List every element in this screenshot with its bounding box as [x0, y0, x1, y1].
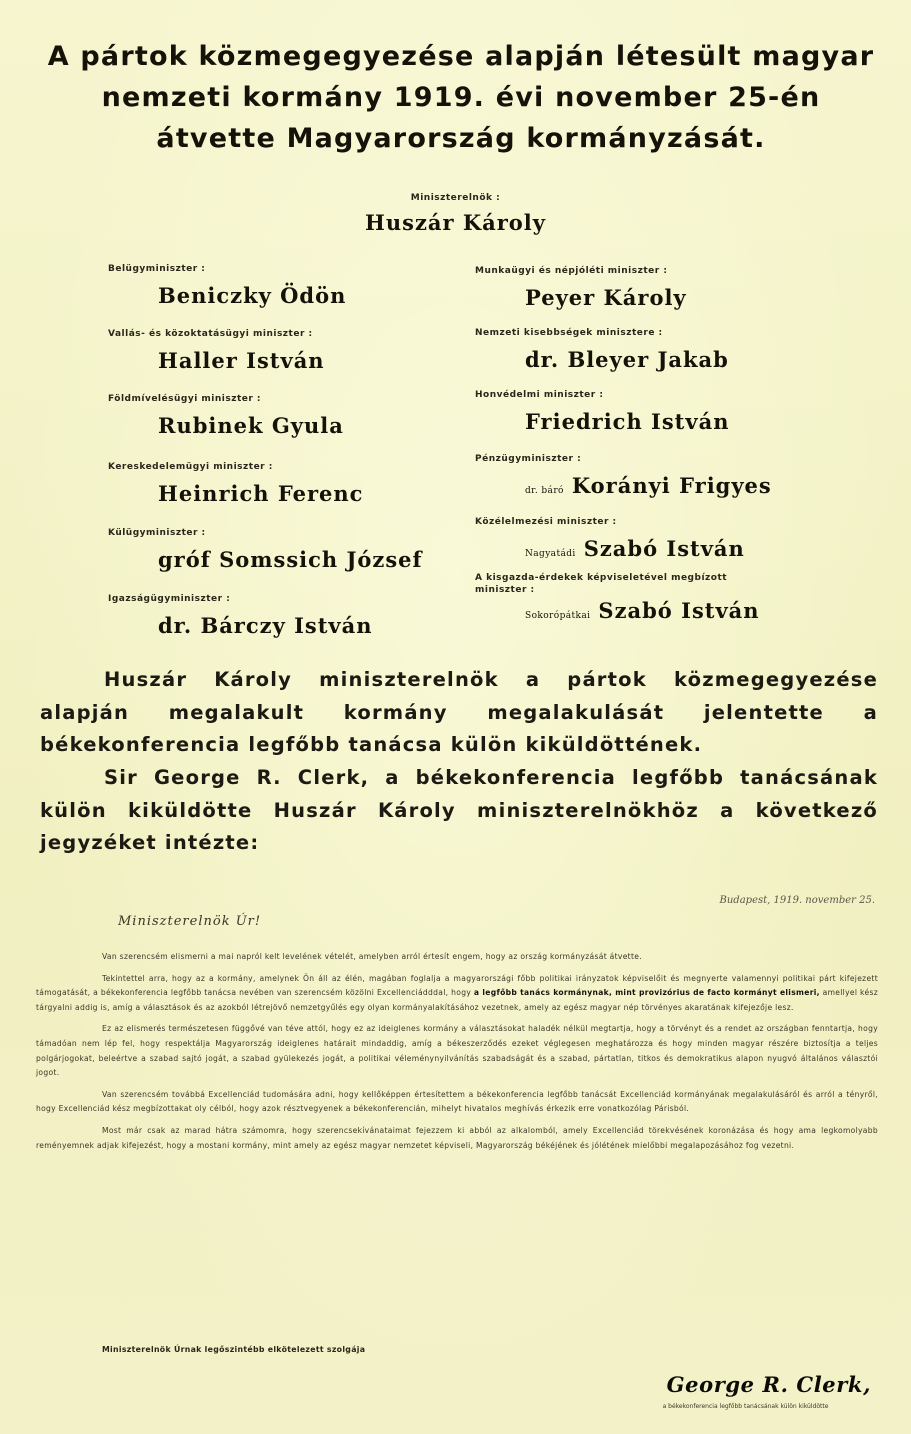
- minister-title: Kereskedelemügyi miniszter :: [108, 462, 273, 472]
- minister-name: Heinrich Ferenc: [158, 481, 364, 506]
- minister-name: [525, 473, 772, 498]
- minister-name-text: Friedrich István: [525, 409, 730, 434]
- letter-paragraph: Van szerencsém elismerni a mai napról kelt levelének vételét, amelyben arról értesít engem, hogy az ország kormányzását átvette.: [102, 952, 642, 961]
- minister-title: Földmívelésügyi miniszter :: [108, 394, 262, 404]
- minister-entry: [108, 586, 373, 638]
- minister-entry: [475, 446, 772, 498]
- letter-paragraph: Ez az elismerés természetesen függővé van téve attól, hogy ez az ideiglenes kormány a választásokat haladék nélkül megtartja, hogy a törvényt és a rendet az országban fenntartja, hogy támadóan nem lép fel, hogy respektálja Magyarország ideiglenes határait mindaddig, amíg a békeszerződés ezeket véglegesen meghatározza és hogy minden magyar részére biztosítja a teljes polgárjogokat, beleértve a szabad sajtó jogát, a szabad gyülekezés jogát, a politikai véleménynyilvánítás szabadságát és a szabad, pártatlan, titkos és demokratikus alapon nyugvó általános választói jogot.: [36, 1024, 878, 1078]
- minister-name: gróf Somssich József: [158, 547, 423, 572]
- letter-text: Tekintettel arra, hogy az a kormány, amelynek Ön áll az élén, magában foglalja a magyarországi főbb politikai irányzatok képviselőit és megnyerte valamennyi politikai párt kifejezett támogatását, a békekonferencia legfőbb tanácsa nevében van szerencsém közölni Excellenciádddal, hogy: [36, 973, 878, 998]
- minister-name-text: Korányi Frigyes: [571, 473, 772, 498]
- letter-text: amellyel kész tárgyalni addig is, amíg a választások és az azokból létrejövő nemzetgyűlés egy olyan kormányalakításához vezetnek, amely az egész magyar nép törvényes akaratának kifejezője lesz.: [36, 988, 878, 1012]
- minister-name: [525, 598, 760, 623]
- letter-paragraph: Van szerencsém továbbá Excellenciád tudomására adni, hogy kellőképpen értesítettem a békekonferencia legfőbb tanácsát Excellenciád kormányának megalakulásáról és arról a tényről, hogy Excellenciád kész megbízottakat oly célból, hogy azok résztvegyenek a békekonferencián, mihelyt hivatalos meghívás érkezik erre vonatkozólag Párisból.: [36, 1089, 878, 1114]
- minister-title: Munkaügyi és népjóléti miniszter :: [475, 266, 668, 276]
- minister-entry: [475, 572, 760, 623]
- minister-name: [525, 409, 729, 434]
- letter-salutation: Miniszterelnök Úr!: [118, 914, 262, 929]
- minister-entry: [475, 509, 745, 561]
- letter-paragraph: [36, 972, 878, 1016]
- minister-entry: [475, 320, 729, 372]
- minister-name-text: dr. Bleyer Jakab: [525, 347, 729, 372]
- minister-name: [525, 536, 745, 561]
- minister-title: Nemzeti kisebbségek minisztere :: [475, 328, 663, 338]
- minister-title: Pénzügyminiszter :: [475, 454, 582, 464]
- minister-title: Igazságügyminiszter :: [108, 594, 231, 604]
- minister-name: Beniczky Ödön: [158, 283, 347, 308]
- minister-entry: [108, 454, 363, 506]
- minister-entry: [108, 520, 423, 572]
- minister-title: Belügyminiszter :: [108, 264, 206, 274]
- minister-entry: [475, 382, 729, 434]
- minister-entry: [475, 258, 687, 310]
- prime-minister-label: Miniszterelnök :: [410, 193, 501, 203]
- signature-caption: a békekonferencia legfőbb tanácsának külön kiküldötte: [662, 1403, 829, 1410]
- minister-title: Közélelmezési miniszter :: [475, 517, 617, 527]
- minister-name: [525, 347, 729, 372]
- name-prefix: dr. báró: [525, 486, 564, 496]
- prime-minister-name: Huszár Károly: [365, 210, 546, 235]
- minister-name: dr. Bárczy István: [158, 613, 373, 638]
- minister-name: [525, 285, 687, 310]
- minister-title: Külügyminiszter :: [108, 528, 206, 538]
- minister-entry: [108, 321, 325, 373]
- announcement-paragraph: Huszár Károly miniszterelnök a pártok közmegegyezése alapján megalakult kormány megalakulását jelentette a békekonferencia legfőbb tanácsa külön kiküldöttének.: [40, 668, 878, 756]
- name-prefix: Sokorópátkai: [525, 611, 591, 621]
- letter-paragraph: Most már csak az marad hátra számomra, hogy szerencsekívánataimat fejezzem ki abból az alkalomból, amely Excellenciád törekvésének koronázása és hogy ama legkomolyabb reményemnek adjak kifejezést, hogy a mostani kormány, mint amely az egész magyar nemzetet képviseli, Magyarország békéjének és jólétének mielőbbi megalapozásához fog vezetni.: [36, 1125, 878, 1150]
- minister-name: Rubinek Gyula: [158, 413, 344, 438]
- minister-name: Haller István: [158, 348, 325, 373]
- minister-title: A kisgazda-érdekek képviseletével megbízott miniszter :: [475, 573, 728, 595]
- letter-body: [36, 950, 878, 1160]
- minister-name-text: Szabó István: [598, 598, 760, 623]
- minister-entry: [108, 386, 344, 438]
- signature: George R. Clerk,: [666, 1372, 871, 1397]
- minister-name-text: Peyer Károly: [525, 285, 687, 310]
- letter-closing: Miniszterelnök Úrnak legőszintébb elkötelezett szolgája: [102, 1345, 366, 1354]
- minister-entry: [108, 256, 346, 308]
- minister-title: Vallás- és közoktatásügyi miniszter :: [108, 329, 313, 339]
- clerk-note-paragraph: Sir George R. Clerk, a békekonferencia legfőbb tanácsának külön kiküldötte Huszár Károly miniszterelnökhöz a következő jegyzéket intézte:: [40, 766, 878, 854]
- minister-title: Honvédelmi miniszter :: [475, 390, 604, 400]
- minister-name-text: Szabó István: [583, 536, 745, 561]
- name-prefix: Nagyatádi: [525, 549, 576, 559]
- letter-emphasis: a legfőbb tanács kormánynak, mint provizórius de facto kormányt elismeri,: [473, 988, 820, 998]
- document-headline: A pártok közmegegyezése alapján létesült magyar nemzeti kormány 1919. évi november 25-én átvette Magyarország kormányzását.: [47, 41, 875, 154]
- letter-date: Budapest, 1919. november 25.: [719, 895, 875, 906]
